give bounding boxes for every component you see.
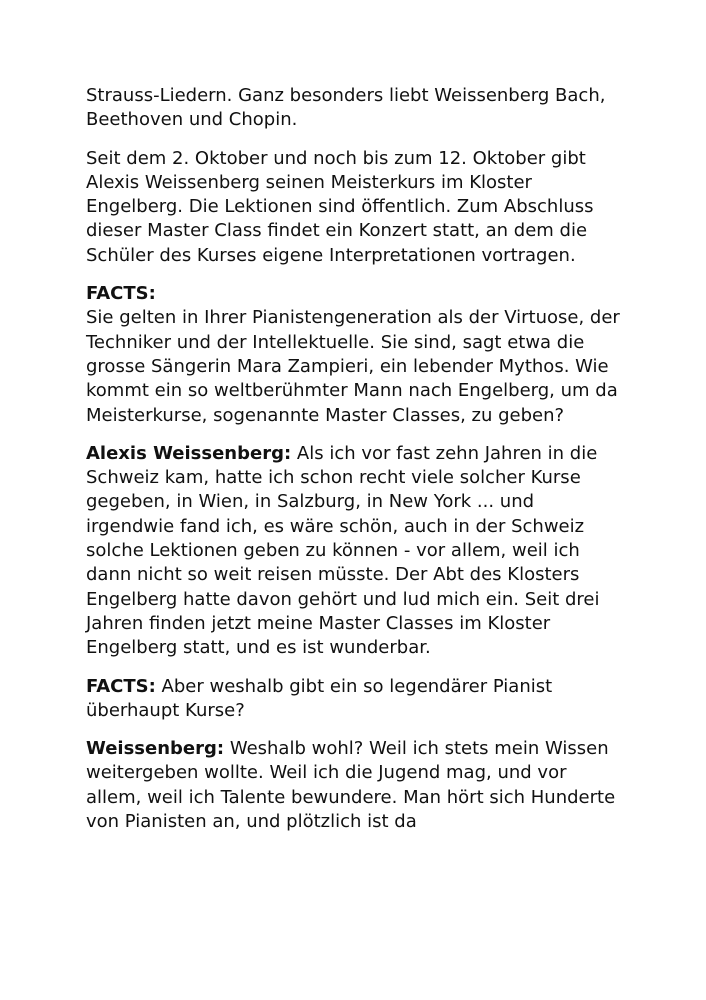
paragraph-text: Als ich vor fast zehn Jahren in die Schweiz kam, hatte ich schon recht viele solcher Kurse gegeben, in Wien, in Salzburg, in New York ... und irgendwie fand ich, es wäre schön, auch in der Schweiz solche Lektionen geben zu können - vor allem, weil ich dann nicht so weit reisen müsste. Der Abt des Klosters Engelberg hatte davon gehört und lud mich ein. Seit drei Jahren finden jetzt meine Master Classes im Kloster Engelberg statt, und es ist wunderbar. <box>86 442 600 659</box>
speaker-label: FACTS: <box>86 675 156 697</box>
paragraph-weissenberg-answer-2 <box>86 737 626 834</box>
paragraph-intro <box>86 84 626 133</box>
paragraph-facts-question-1 <box>86 282 626 428</box>
paragraph-masterclass-info <box>86 147 626 268</box>
paragraph-facts-question-2 <box>86 675 626 724</box>
paragraph-weissenberg-answer-1 <box>86 442 626 661</box>
speaker-label: Alexis Weissenberg: <box>86 442 292 464</box>
speaker-label: FACTS: <box>86 283 156 305</box>
document-page <box>86 84 626 848</box>
paragraph-text: Aber weshalb gibt ein so legendärer Pianist überhaupt Kurse? <box>86 675 553 721</box>
paragraph-text: Strauss-Liedern. Ganz besonders liebt Weissenberg Bach, Beethoven und Chopin. <box>86 85 606 131</box>
paragraph-text: Weshalb wohl? Weil ich stets mein Wissen weitergeben wollte. Weil ich die Jugend mag, und vor allem, weil ich Talente bewundere. Man hört sich Hunderte von Pianisten an, und plötzlich ist da <box>86 738 616 833</box>
paragraph-text: Seit dem 2. Oktober und noch bis zum 12. Oktober gibt Alexis Weissenberg seinen Meisterkurs im Kloster Engelberg. Die Lektionen sind öffentlich. Zum Abschluss dieser Master Class findet ein Konzert statt, an dem die Schüler des Kurses eigene Interpretationen vortragen. <box>86 147 594 266</box>
speaker-label: Weissenberg: <box>86 738 225 760</box>
paragraph-text: Sie gelten in Ihrer Pianistengeneration als der Virtuose, der Techniker und der Intellektuelle. Sie sind, sagt etwa die grosse Sängerin Mara Zampieri, ein lebender Mythos. Wie kommt ein so weltberühmter Mann nach Engelberg, um da Meisterkurse, sogenannte Master Classes, zu geben? <box>86 307 620 426</box>
